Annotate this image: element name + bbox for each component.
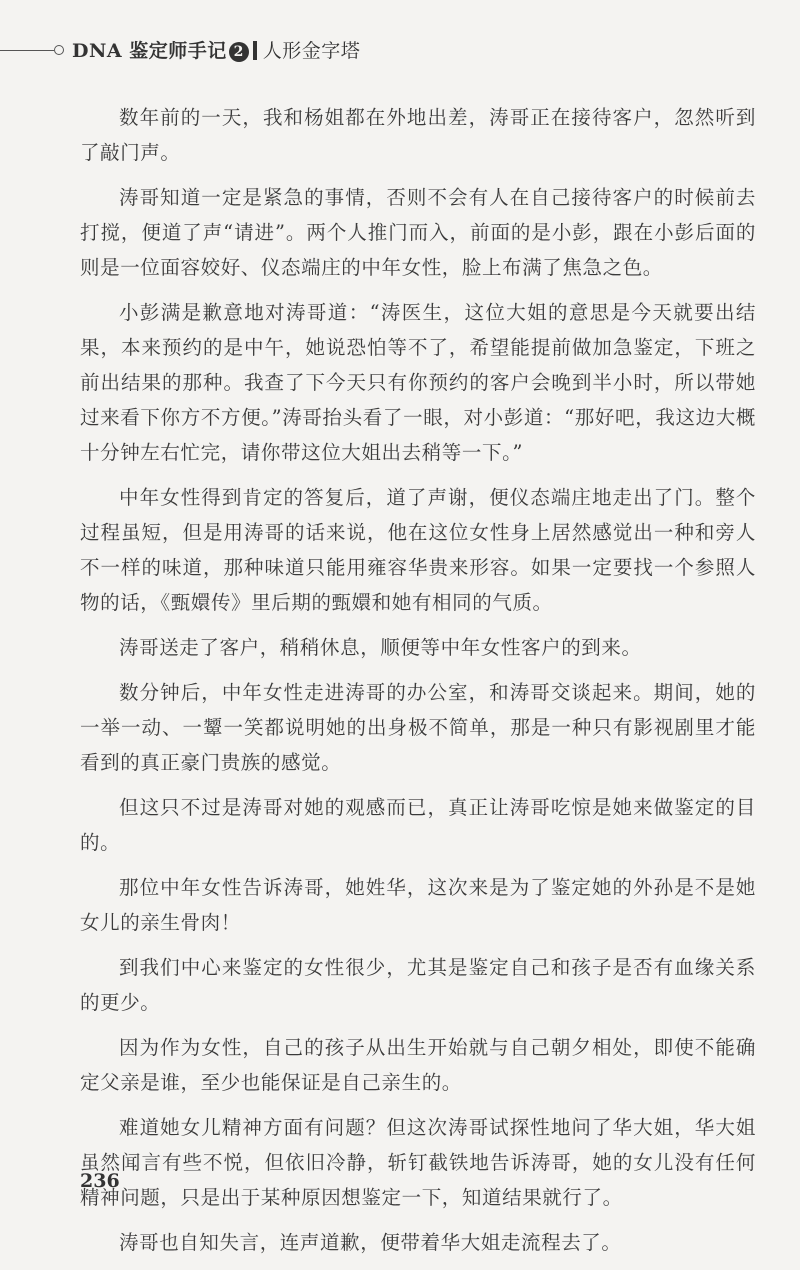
paragraph: 难道她女儿精神方面有问题？但这次涛哥试探性地问了华大姐，华大姐虽然闻言有些不悦，但依旧冷静，斩钉截铁地告诉涛哥，她的女儿没有任何精神问题，只是出于某种原因想鉴定一下，知道结果就行了。 (80, 1116, 756, 1209)
paragraph: 涛哥送走了客户，稍稍休息，顺便等中年女性客户的到来。 (119, 636, 642, 659)
header-circle-ornament (54, 45, 64, 55)
paragraph: 涛哥知道一定是紧急的事情，否则不会有人在自己接待客户的时候前去打搅，便道了声“请进”。两个人推门而入，前面的是小彭，跟在小彭后面的则是一位面容姣好、仪态端庄的中年女性，脸上布满了焦急之色。 (80, 186, 756, 279)
paragraph: 涛哥也自知失言，连声道歉，便带着华大姐走流程去了。 (119, 1231, 622, 1254)
paragraph: 到我们中心来鉴定的女性很少，尤其是鉴定自己和孩子是否有血缘关系的更少。 (80, 956, 756, 1014)
paragraph: 因为作为女性，自己的孩子从出生开始就与自己朝夕相处，即使不能确定父亲是谁，至少也能保证是自己亲生的。 (80, 1036, 756, 1094)
page-number: 236 (80, 1170, 120, 1192)
paragraph: 中年女性得到肯定的答复后，道了声谢，便仪态端庄地走出了门。整个过程虽短，但是用涛哥的话来说，他在这位女性身上居然感觉出一种和旁人不一样的味道，那种味道只能用雍容华贵来形容。如果一定要找一个参照人物的话，《甄嬛传》里后期的甄嬛和她有相同的气质。 (80, 486, 756, 614)
page-body (80, 100, 756, 1270)
paragraph: 小彭满是歉意地对涛哥道：“涛医生，这位大姐的意思是今天就要出结果，本来预约的是中午，她说恐怕等不了，希望能提前做加急鉴定，下班之前出结果的那种。我查了下今天只有你预约的客户会晚到半小时，所以带她过来看下你方不方便。”涛哥抬头看了一眼，对小彭道：“那好吧，我这边大概十分钟左右忙完，请你带这位大姐出去稍等一下。” (80, 301, 756, 464)
paragraph: 数分钟后，中年女性走进涛哥的办公室，和涛哥交谈起来。期间，她的一举一动、一颦一笑都说明她的出身极不简单，那是一种只有影视剧里才能看到的真正豪门贵族的感觉。 (80, 681, 756, 774)
volume-badge: 2 (229, 42, 249, 62)
header-rule (0, 50, 54, 51)
book-subtitle: 人形金字塔 (262, 40, 361, 62)
paragraph: 那位中年女性告诉涛哥，她姓华，这次来是为了鉴定她的外孙是不是她女儿的亲生骨肉！ (80, 876, 756, 934)
header-separator (253, 41, 257, 60)
paragraph: 但这只不过是涛哥对她的观感而已，真正让涛哥吃惊是她来做鉴定的目的。 (80, 796, 756, 854)
book-title: DNA 鉴定师手记 (72, 40, 227, 62)
running-header (0, 36, 800, 66)
paragraph: 数年前的一天，我和杨姐都在外地出差，涛哥正在接待客户，忽然听到了敲门声。 (80, 106, 756, 164)
header-title (72, 36, 360, 63)
